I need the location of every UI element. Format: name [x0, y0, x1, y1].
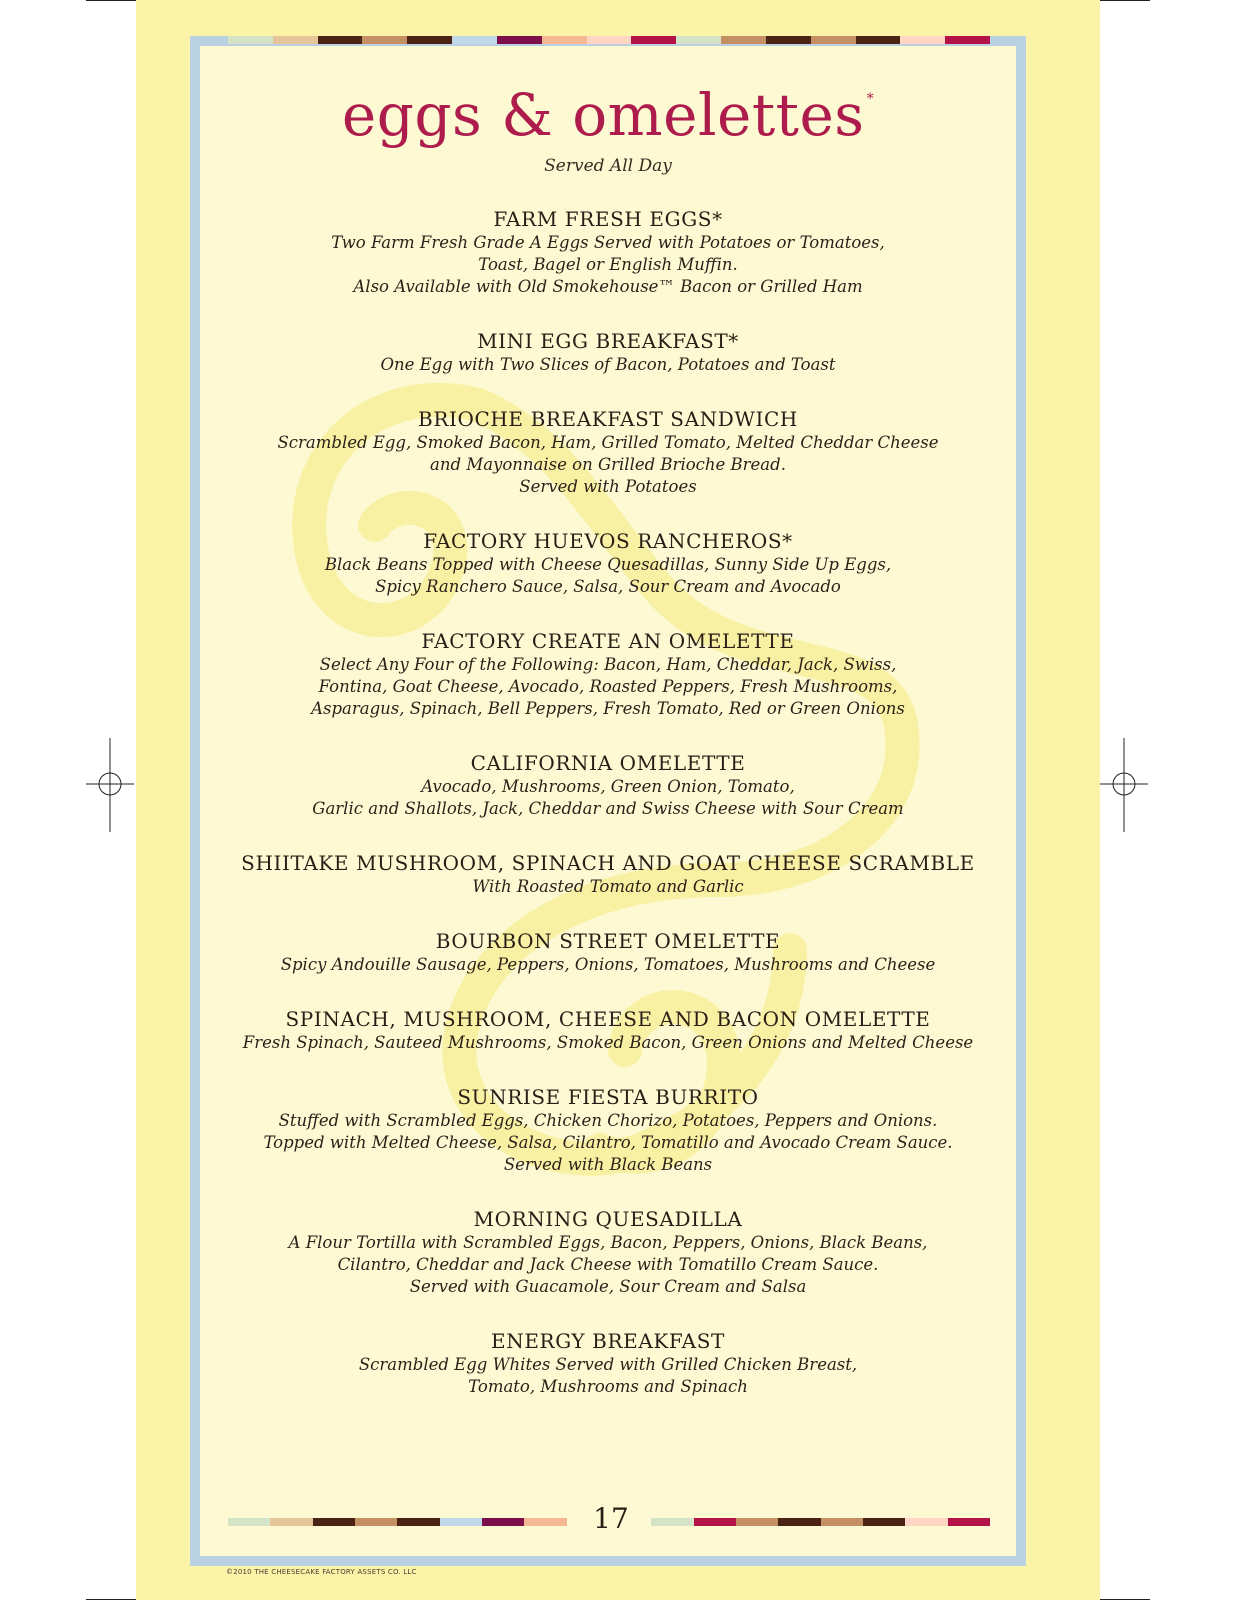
- menu-item-name: SUNRISE FIESTA BURRITO: [457, 1084, 759, 1109]
- stripe-segment: [736, 1518, 778, 1526]
- stripe-segment: [821, 1518, 863, 1526]
- stripe-segment: [900, 36, 945, 44]
- menu-item-name: SHIITAKE MUSHROOM, SPINACH AND GOAT CHEESE SCRAMBLE: [241, 850, 975, 875]
- page-number: 17: [589, 1502, 633, 1535]
- stripe-segment: [542, 36, 587, 44]
- stripe-segment: [313, 1518, 355, 1526]
- page-title-text: eggs & omelettes: [341, 81, 865, 149]
- stripe-segment: [355, 1518, 397, 1526]
- menu-item-description: Black Beans Topped with Cheese Quesadillas, Sunny Side Up Eggs,: [324, 554, 892, 574]
- stripe-segment: [497, 36, 542, 44]
- stripe-segment: [228, 36, 273, 44]
- stripe-segment: [945, 36, 990, 44]
- stripe-segment: [778, 1518, 820, 1526]
- menu-item: [200, 528, 1016, 598]
- menu-item-description: Served with Potatoes: [519, 476, 697, 496]
- menu-item-description: Two Farm Fresh Grade A Eggs Served with Potatoes or Tomatoes,: [331, 232, 885, 252]
- menu-item-description: Served with Black Beans: [503, 1154, 713, 1174]
- stripe-segment: [482, 1518, 524, 1526]
- menu-item: [200, 328, 1016, 376]
- menu-item-description: Cilantro, Cheddar and Jack Cheese with Tomatillo Cream Sauce.: [337, 1254, 879, 1274]
- menu-item: [200, 1328, 1016, 1398]
- color-stripe-top: [228, 36, 990, 44]
- stripe-segment: [721, 36, 766, 44]
- menu-item-description: Tomato, Mushrooms and Spinach: [468, 1376, 748, 1396]
- menu-item-name: FACTORY HUEVOS RANCHEROS*: [423, 528, 793, 553]
- page-title: [200, 81, 1016, 149]
- stripe-segment: [524, 1518, 566, 1526]
- stripe-segment: [440, 1518, 482, 1526]
- menu-item: [200, 750, 1016, 820]
- menu-item-description: Fontina, Goat Cheese, Avocado, Roasted Peppers, Fresh Mushrooms,: [318, 676, 898, 696]
- menu-item-description: Topped with Melted Cheese, Salsa, Cilantro, Tomatillo and Avocado Cream Sauce.: [263, 1132, 953, 1152]
- menu-item-description: One Egg with Two Slices of Bacon, Potatoes and Toast: [380, 354, 836, 374]
- menu-items-list: [200, 206, 1016, 1398]
- stripe-segment: [766, 36, 811, 44]
- menu-item: [200, 1006, 1016, 1054]
- menu-item-description: Toast, Bagel or English Muffin.: [478, 254, 738, 274]
- registration-mark-left: [86, 738, 136, 832]
- stripe-segment: [318, 36, 363, 44]
- menu-item-name: FARM FRESH EGGS*: [493, 206, 723, 231]
- menu-item-name: BRIOCHE BREAKFAST SANDWICH: [418, 406, 798, 431]
- stripe-segment: [676, 36, 721, 44]
- menu-item-description: Also Available with Old Smokehouse™ Bacon or Grilled Ham: [353, 276, 863, 296]
- stripe-segment: [273, 36, 318, 44]
- menu-item-description: Served with Guacamole, Sour Cream and Salsa: [409, 1276, 807, 1296]
- menu-item-description: and Mayonnaise on Grilled Brioche Bread.: [430, 454, 786, 474]
- menu-item-description: Spicy Andouille Sausage, Peppers, Onions, Tomatoes, Mushrooms and Cheese: [280, 954, 936, 974]
- stripe-segment: [905, 1518, 947, 1526]
- menu-item: [200, 628, 1016, 720]
- copyright-notice: ©2010 THE CHEESECAKE FACTORY ASSETS CO. LLC: [226, 1568, 417, 1576]
- menu-item-description: Select Any Four of the Following: Bacon, Ham, Cheddar, Jack, Swiss,: [319, 654, 897, 674]
- menu-item: [200, 206, 1016, 298]
- menu-item-description: A Flour Tortilla with Scrambled Eggs, Bacon, Peppers, Onions, Black Beans,: [288, 1232, 928, 1252]
- stripe-segment: [948, 1518, 990, 1526]
- menu-item-name: CALIFORNIA OMELETTE: [470, 750, 746, 775]
- stripe-segment: [856, 36, 901, 44]
- page-subtitle: Served All Day: [544, 155, 672, 176]
- stripe-segment: [228, 1518, 270, 1526]
- title-asterisk: *: [866, 91, 875, 107]
- registration-mark-right: [1100, 738, 1150, 832]
- menu-item: [200, 928, 1016, 976]
- menu-item-name: FACTORY CREATE AN OMELETTE: [421, 628, 795, 653]
- menu-item-description: With Roasted Tomato and Garlic: [472, 876, 744, 896]
- menu-item-description: Scrambled Egg Whites Served with Grilled Chicken Breast,: [358, 1354, 858, 1374]
- stripe-segment: [694, 1518, 736, 1526]
- stripe-segment: [397, 1518, 439, 1526]
- menu-item-name: MORNING QUESADILLA: [473, 1206, 743, 1231]
- stripe-segment: [651, 1518, 693, 1526]
- menu-item: [200, 406, 1016, 498]
- stripe-segment: [270, 1518, 312, 1526]
- stripe-segment: [407, 36, 452, 44]
- menu-item-description: Asparagus, Spinach, Bell Peppers, Fresh Tomato, Red or Green Onions: [311, 698, 905, 718]
- menu-item-description: Spicy Ranchero Sauce, Salsa, Sour Cream and Avocado: [375, 576, 841, 596]
- menu-item-description: Scrambled Egg, Smoked Bacon, Ham, Grilled Tomato, Melted Cheddar Cheese: [277, 432, 939, 452]
- menu-item-name: SPINACH, MUSHROOM, CHEESE AND BACON OMELETTE: [285, 1006, 931, 1031]
- stripe-segment: [863, 1518, 905, 1526]
- stripe-segment: [631, 36, 676, 44]
- stripe-segment: [362, 36, 407, 44]
- stripe-segment: [452, 36, 497, 44]
- menu-content: [200, 46, 1016, 1428]
- menu-item: [200, 1084, 1016, 1176]
- menu-item-description: Stuffed with Scrambled Eggs, Chicken Chorizo, Potatoes, Peppers and Onions.: [278, 1110, 938, 1130]
- menu-item-description: Garlic and Shallots, Jack, Cheddar and Swiss Cheese with Sour Cream: [312, 798, 904, 818]
- menu-item-name: ENERGY BREAKFAST: [491, 1328, 725, 1353]
- menu-item-description: Avocado, Mushrooms, Green Onion, Tomato,: [421, 776, 795, 796]
- menu-item-name: MINI EGG BREAKFAST*: [477, 328, 739, 353]
- menu-item: [200, 1206, 1016, 1298]
- stripe-segment: [587, 36, 632, 44]
- menu-item: [200, 850, 1016, 898]
- menu-item-name: BOURBON STREET OMELETTE: [435, 928, 781, 953]
- menu-item-description: Fresh Spinach, Sauteed Mushrooms, Smoked Bacon, Green Onions and Melted Cheese: [242, 1032, 974, 1052]
- stripe-segment: [811, 36, 856, 44]
